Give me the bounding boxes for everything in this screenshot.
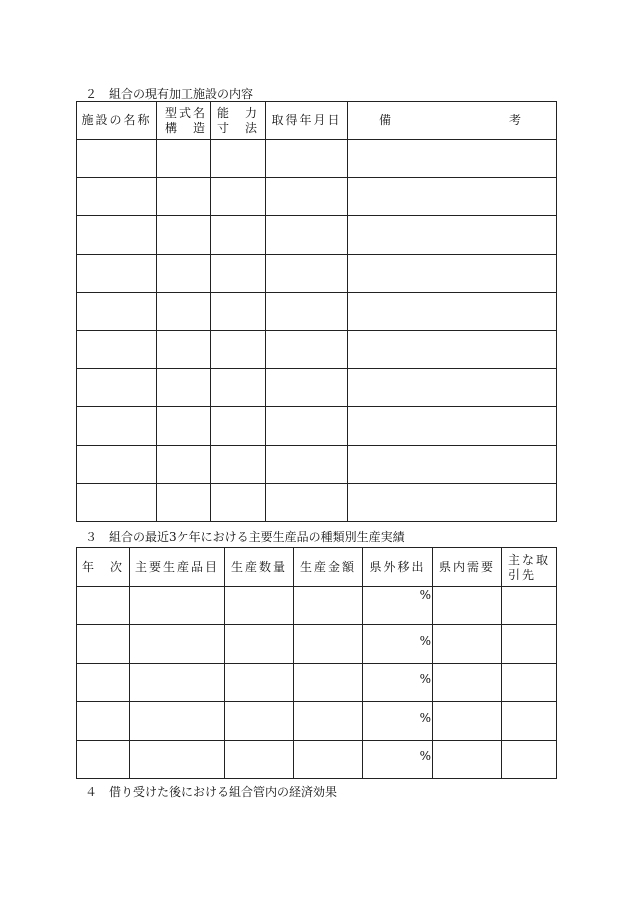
header-model-structure	[161, 104, 207, 137]
header-production-quantity: 生産数量	[230, 559, 287, 574]
header-main-product: 主要生産品目	[134, 559, 219, 574]
header-capacity: 能 力	[217, 105, 260, 120]
header-model: 型式名	[164, 105, 207, 120]
header-outside-prefecture: 県外移出	[369, 559, 426, 574]
header-remarks-left: 備	[378, 113, 393, 127]
header-main-clients-line1: 主な取	[508, 552, 551, 567]
header-remarks-right: 考	[508, 113, 523, 127]
percent-mark: %	[419, 749, 431, 763]
percent-mark: %	[419, 588, 431, 602]
facilities-table	[76, 101, 557, 522]
section4-heading: ４ 借り受けた後における組合管内の経済効果	[85, 785, 338, 799]
header-dimensions: 寸 法	[217, 120, 260, 135]
header-production-amount: 生産金額	[299, 559, 356, 574]
header-main-clients	[508, 551, 552, 584]
percent-mark: %	[419, 711, 431, 725]
header-inside-prefecture: 県内需要	[438, 559, 495, 574]
header-facility-name: 施設の名称	[81, 113, 152, 127]
production-table	[76, 547, 557, 779]
header-capacity-dimensions	[217, 104, 261, 137]
percent-mark: %	[419, 672, 431, 686]
header-acquired-date: 取得年月日	[271, 113, 342, 127]
section2-heading: ２ 組合の現有加工施設の内容	[85, 87, 254, 101]
header-main-clients-line2: 引先	[508, 567, 537, 582]
header-year: 年 次	[81, 559, 124, 574]
section3-heading: ３ 組合の最近3ケ年における主要生産品の種類別生産実績	[85, 530, 405, 544]
percent-mark: %	[419, 634, 431, 648]
header-structure: 構 造	[164, 120, 207, 135]
